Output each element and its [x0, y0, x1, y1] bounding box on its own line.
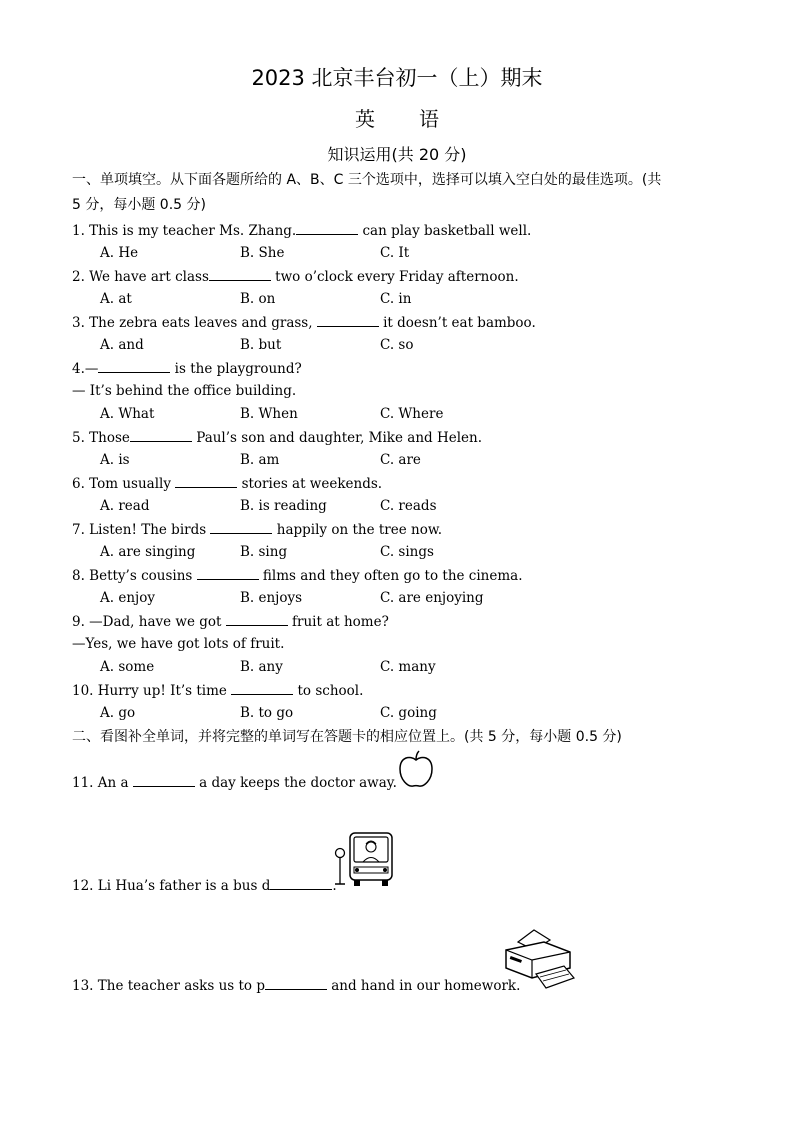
- option-a: A. some: [100, 659, 155, 675]
- answer-blank: [265, 976, 327, 990]
- section2-instruction: 二、看图补全单词，并将完整的单词写在答题卡的相应位置上。(共 5 分，每小题 0.5 分): [72, 729, 622, 745]
- question-text: films and they often go to the cinema.: [258, 568, 523, 584]
- question-text: 5. Those: [72, 430, 130, 446]
- question-text: 11. An a: [72, 775, 133, 791]
- option-a: A. and: [100, 337, 144, 353]
- option-c: C. Where: [380, 406, 444, 422]
- option-c: C. so: [380, 337, 414, 353]
- question-text: is the playground?: [170, 361, 302, 377]
- question-text: to school.: [293, 683, 364, 699]
- question-text: happily on the tree now.: [272, 522, 443, 538]
- answer-blank: [296, 221, 358, 235]
- option-b: B. is reading: [240, 498, 327, 514]
- question-text: 10. Hurry up! It’s time: [72, 683, 232, 699]
- option-a: A. What: [100, 406, 155, 422]
- question-text: 4.—: [72, 361, 99, 377]
- question-text: 2. We have art class: [72, 269, 209, 285]
- option-c: C. sings: [380, 544, 434, 560]
- question-text: 13. The teacher asks us to p: [72, 978, 265, 994]
- option-c: C. going: [380, 705, 437, 721]
- option-c: C. many: [380, 659, 436, 675]
- question-4: [72, 359, 302, 378]
- question-2: [72, 267, 519, 286]
- option-a: A. at: [100, 291, 132, 307]
- question-text: and hand in our homework.: [326, 978, 521, 994]
- option-b: B. She: [240, 245, 285, 261]
- question-5: [72, 428, 482, 447]
- option-c: C. in: [380, 291, 412, 307]
- question-6: [72, 474, 382, 493]
- answer-blank: [317, 313, 379, 327]
- answer-blank: [209, 267, 271, 281]
- option-c: C. reads: [380, 498, 437, 514]
- option-b: B. any: [240, 659, 283, 675]
- question-9-reply: —Yes, we have got lots of fruit.: [72, 636, 285, 652]
- option-a: A. read: [100, 498, 150, 514]
- question-text: it doesn’t eat bamboo.: [378, 315, 536, 331]
- answer-blank: [270, 876, 332, 890]
- answer-blank: [210, 520, 272, 534]
- section1-instruction: 一、单项填空。从下面各题所给的 A、B、C 三个选项中，选择可以填入空白处的最佳选项。(共: [72, 172, 662, 188]
- question-text: a day keeps the doctor away.: [194, 775, 397, 791]
- answer-blank: [226, 612, 288, 626]
- question-text: stories at weekends.: [237, 476, 383, 492]
- question-1: [72, 221, 531, 240]
- question-text: Paul’s son and daughter, Mike and Helen.: [191, 430, 483, 446]
- question-10: [72, 681, 363, 700]
- option-a: A. is: [100, 452, 130, 468]
- question-text: 7. Listen! The birds: [72, 522, 211, 538]
- bus-driver-icon: [332, 830, 396, 894]
- question-text: 12. Li Hua’s father is a bus d: [72, 878, 271, 894]
- option-b: B. am: [240, 452, 280, 468]
- question-text: .: [332, 878, 337, 894]
- printer-icon: [500, 928, 576, 996]
- question-text: 6. Tom usually: [72, 476, 176, 492]
- answer-blank: [231, 681, 293, 695]
- option-b: B. but: [240, 337, 282, 353]
- option-a: A. He: [100, 245, 139, 261]
- answer-blank: [130, 428, 192, 442]
- question-text: 9. —Dad, have we got: [72, 614, 226, 630]
- question-text: 1. This is my teacher Ms. Zhang.: [72, 223, 297, 239]
- answer-blank: [175, 474, 237, 488]
- option-a: A. enjoy: [100, 590, 155, 606]
- option-a: A. go: [100, 705, 136, 721]
- question-7: [72, 520, 442, 539]
- option-b: B. When: [240, 406, 298, 422]
- answer-blank: [197, 566, 259, 580]
- section1-instruction-cont: 5 分，每小题 0.5 分): [72, 197, 206, 213]
- option-b: B. sing: [240, 544, 288, 560]
- question-text: 8. Betty’s cousins: [72, 568, 197, 584]
- question-8: [72, 566, 523, 585]
- question-13: [72, 976, 520, 995]
- question-3: [72, 313, 536, 332]
- exam-subject: 英语: [355, 107, 483, 131]
- option-b: B. to go: [240, 705, 294, 721]
- option-c: C. are: [380, 452, 421, 468]
- question-12: [72, 876, 337, 895]
- option-c: C. are enjoying: [380, 590, 484, 606]
- part-heading: 知识运用(共 20 分): [327, 145, 467, 164]
- question-text: can play basketball well.: [358, 223, 532, 239]
- exam-title: 2023 北京丰台初一（上）期末: [251, 66, 543, 90]
- answer-blank: [98, 359, 170, 373]
- option-c: C. It: [380, 245, 410, 261]
- option-a: A. are singing: [100, 544, 196, 560]
- question-text: 3. The zebra eats leaves and grass,: [72, 315, 317, 331]
- option-b: B. enjoys: [240, 590, 303, 606]
- question-11: [72, 773, 397, 792]
- option-b: B. on: [240, 291, 276, 307]
- question-text: fruit at home?: [287, 614, 389, 630]
- question-9: [72, 612, 389, 631]
- question-text: two o’clock every Friday afternoon.: [270, 269, 519, 285]
- apple-icon: [396, 750, 436, 794]
- answer-blank: [133, 773, 195, 787]
- question-4-reply: — It’s behind the office building.: [72, 383, 297, 399]
